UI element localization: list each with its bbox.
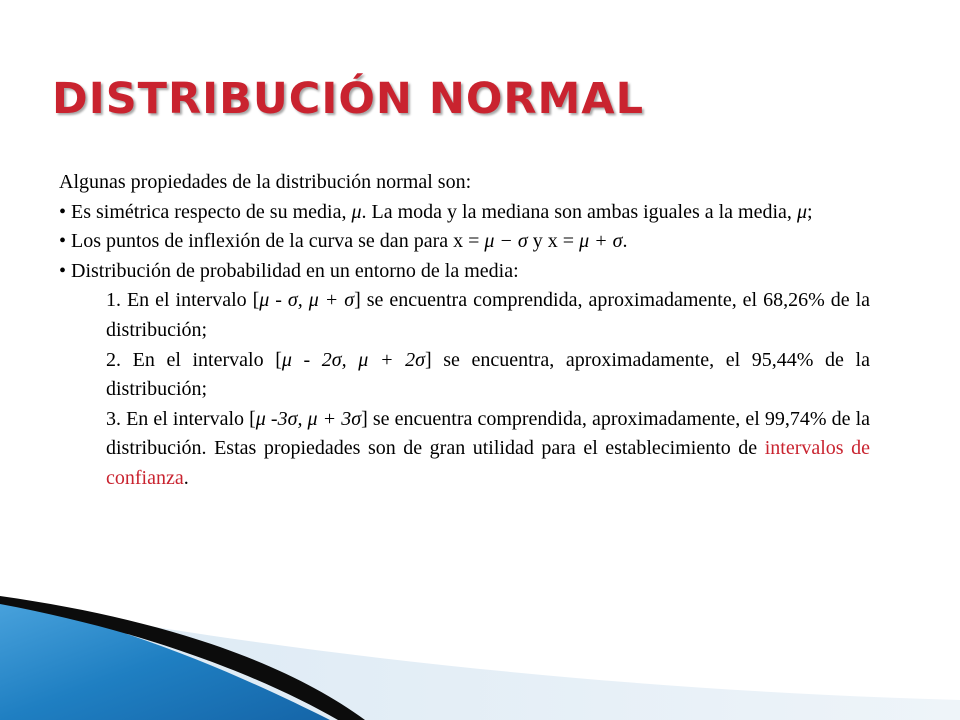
bullet-symmetry-text-a: • Es simétrica respecto de su media, <box>59 200 352 223</box>
slide-title: DISTRIBUCIÓN NORMAL <box>52 74 644 124</box>
list-item-1-text-b: ] se encuentra comprendida, aproximadamente, el 68,26% de la distribución; <box>106 289 870 341</box>
intro-text: Algunas propiedades de la distribución normal son: <box>59 171 472 193</box>
interval-1: μ - σ, μ + σ <box>259 289 355 312</box>
mu-plus-sigma: μ + σ <box>579 230 623 253</box>
mu-minus-sigma: μ − σ <box>484 230 528 253</box>
list-item-1-text-a: 1. En el intervalo [ <box>106 289 260 312</box>
bullet-symmetry-text-c: ; <box>806 200 813 223</box>
list-item-3-text-a: 3. En el intervalo [ <box>106 407 256 430</box>
bullet-inflection-text-c: . <box>622 230 628 253</box>
bullet-probability-text: • Distribución de probabilidad en un entorno de la media: <box>59 259 519 282</box>
bullet-inflection-text-a: • Los puntos de inflexión de la curva se dan para x = <box>59 230 485 253</box>
list-item-2-text-b: ] se encuentra, aproximadamente, el 95,44% de la distribución; <box>106 348 870 401</box>
bullet-symmetry-text-b: . La moda y la mediana son ambas iguales a la media, <box>361 200 797 223</box>
mu-symbol: μ <box>796 200 807 223</box>
confidence-intervals-link[interactable]: intervalos de confianza <box>106 437 870 489</box>
bullet-inflection-text-b: y x = <box>527 230 580 253</box>
interval-3: μ -3σ, μ + 3σ <box>255 407 362 430</box>
mu-symbol: μ <box>351 200 362 223</box>
list-item-2-text-a: 2. En el intervalo [ <box>106 348 282 371</box>
list-item-3-text-b: ] se encuentra comprendida, aproximadamente, el 99,74% de la distribución. Estas propiedades son de gran utilidad para el establecimiento de <box>106 407 870 460</box>
list-item-3-text-c: . <box>183 466 189 489</box>
interval-2: μ - 2σ, μ + 2σ <box>281 348 425 371</box>
